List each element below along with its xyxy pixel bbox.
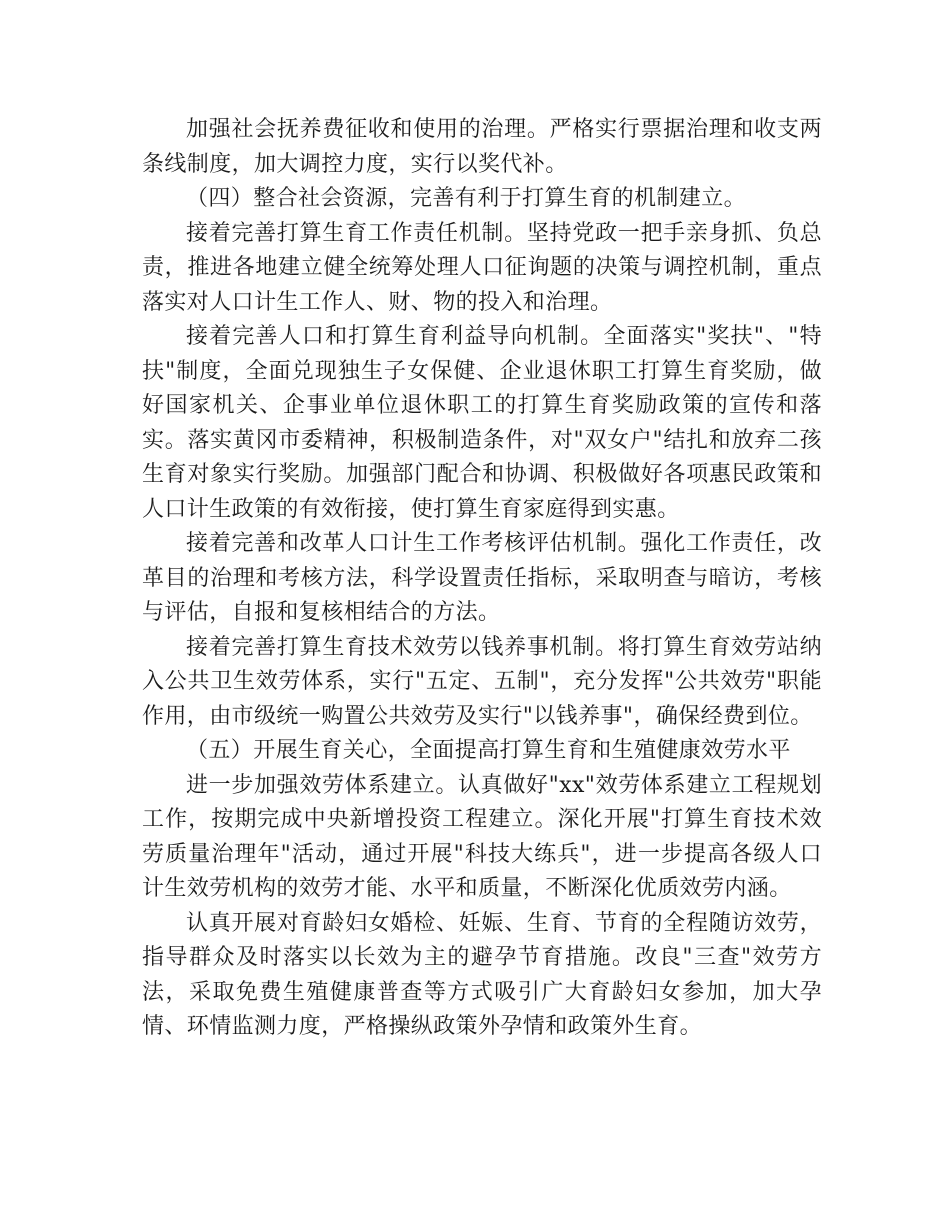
paragraph-responsibility-mechanism: 接着完善打算生育工作责任机制。坚持党政一把手亲身抓、负总责，推进各地建立健全统筹处理人口征询题的决策与调控机制，重点落实对人口计生工作人、财、物的投入和治理。	[142, 220, 822, 315]
paragraph-incentive-mechanism: 接着完善人口和打算生育利益导向机制。全面落实"奖扶"、"特扶"制度，全面兑现独生子女保健、企业退休职工打算生育奖励，做好国家机关、企事业单位退休职工的打算生育奖励政策的宣传和落实。落实黄冈市委精神，积极制造条件，对"双女户"结扎和放弃二孩生育对象实行奖励。加强部门配合和协调、积极做好各项惠民政策和人口计生政策的有效衔接，使打算生育家庭得到实惠。	[142, 324, 822, 522]
paragraph-fee-management: 加强社会抚养费征收和使用的治理。严格实行票据治理和收支两条线制度，加大调控力度，实行以奖代补。	[142, 117, 822, 177]
document-body	[142, 113, 822, 1045]
section-heading-5: （五）开展生育关心，全面提高打算生育和生殖健康效劳水平	[186, 738, 791, 763]
paragraph-service-funding-mechanism: 接着完善打算生育技术效劳以钱养事机制。将打算生育效劳站纳入公共卫生效劳体系，实行"五定、五制"，充分发挥"公共效劳"职能作用，由市级统一购置公共效劳及实行"以钱养事"，确保经费到位。	[142, 634, 822, 729]
paragraph-service-system: 进一步加强效劳体系建立。认真做好"xx"效劳体系建立工程规划工作，按期完成中央新增投资工程建立。深化开展"打算生育技术效劳质量治理年"活动，通过开展"科技大练兵"，进一步提高各级人口计生效劳机构的效劳才能、水平和质量，不断深化优质效劳内涵。	[142, 772, 822, 901]
paragraph-follow-up-service: 认真开展对育龄妇女婚检、妊娠、生育、节育的全程随访效劳，指导群众及时落实以长效为主的避孕节育措施。改良"三查"效劳方法，采取免费生殖健康普查等方式吸引广大育龄妇女参加，加大孕情、环情监测力度，严格操纵政策外孕情和政策外生育。	[142, 910, 822, 1039]
paragraph-evaluation-mechanism: 接着完善和改革人口计生工作考核评估机制。强化工作责任，改革目的治理和考核方法，科学设置责任指标，采取明查与暗访，考核与评估，自报和复核相结合的方法。	[142, 531, 822, 625]
section-heading-4: （四）整合社会资源，完善有利于打算生育的机制建立。	[186, 186, 747, 211]
